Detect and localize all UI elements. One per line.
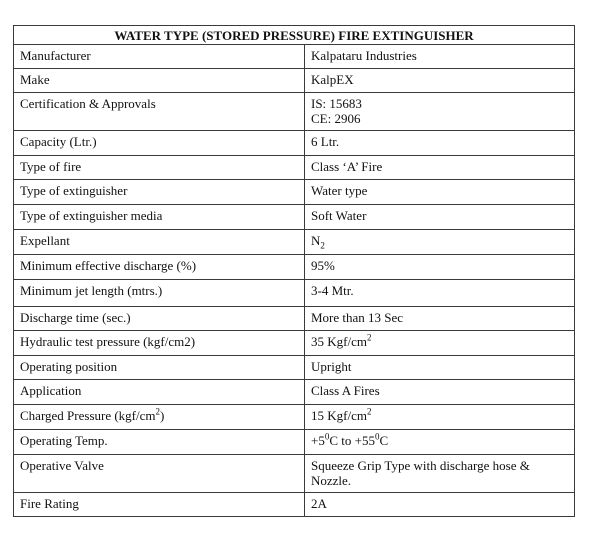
row-label-operative-valve: Operative Valve bbox=[14, 455, 305, 493]
table-row bbox=[14, 307, 575, 331]
cert-is: IS: 15683 bbox=[311, 96, 362, 111]
table-row bbox=[14, 280, 575, 307]
row-value-make: KalpEX bbox=[305, 69, 575, 93]
row-value-media: Soft Water bbox=[305, 205, 575, 230]
temp-high-degree: 0 bbox=[374, 431, 380, 442]
table-row bbox=[14, 45, 575, 69]
row-value-certification bbox=[305, 93, 575, 131]
row-label-operating-temp: Operating Temp. bbox=[14, 430, 305, 455]
row-label-jet-length: Minimum jet length (mtrs.) bbox=[14, 280, 305, 307]
row-label-manufacturer: Manufacturer bbox=[14, 45, 305, 69]
row-value-manufacturer: Kalpataru Industries bbox=[305, 45, 575, 69]
row-label-make: Make bbox=[14, 69, 305, 93]
row-value-jet-length: 3-4 Mtr. bbox=[305, 280, 575, 307]
row-value-operative-valve bbox=[305, 455, 575, 493]
table-row bbox=[14, 493, 575, 517]
table-row bbox=[14, 255, 575, 280]
table-row bbox=[14, 356, 575, 380]
row-label-operating-position: Operating position bbox=[14, 356, 305, 380]
row-label-fire-rating: Fire Rating bbox=[14, 493, 305, 517]
charged-label: Charged Pressure (kgf/cm bbox=[20, 408, 156, 423]
row-value-expellant bbox=[305, 230, 575, 255]
row-label-capacity: Capacity (Ltr.) bbox=[14, 131, 305, 156]
table-row bbox=[14, 331, 575, 356]
hydraulic-value: 35 Kgf/cm bbox=[311, 334, 367, 349]
row-value-min-discharge: 95% bbox=[305, 255, 575, 280]
spec-table bbox=[13, 25, 575, 517]
spec-sheet bbox=[13, 25, 574, 517]
row-value-type-of-extinguisher: Water type bbox=[305, 180, 575, 205]
row-label-type-of-fire: Type of fire bbox=[14, 156, 305, 180]
title-row bbox=[14, 26, 575, 45]
table-title: WATER TYPE (STORED PRESSURE) FIRE EXTINGUISHER bbox=[14, 26, 575, 45]
row-value-hydraulic-pressure bbox=[305, 331, 575, 356]
temp-low: +5 bbox=[311, 433, 325, 448]
row-label-type-of-extinguisher: Type of extinguisher bbox=[14, 180, 305, 205]
cert-ce: CE: 2906 bbox=[311, 111, 361, 126]
table-row bbox=[14, 93, 575, 131]
temp-low-degree: 0 bbox=[324, 431, 330, 442]
table-row bbox=[14, 455, 575, 493]
table-row bbox=[14, 131, 575, 156]
row-label-charged-pressure bbox=[14, 405, 305, 430]
row-value-charged-pressure bbox=[305, 405, 575, 430]
row-value-discharge-time: More than 13 Sec bbox=[305, 307, 575, 331]
table-row bbox=[14, 69, 575, 93]
valve-line-1: Squeeze Grip Type with discharge hose & bbox=[311, 458, 530, 473]
table-row bbox=[14, 405, 575, 430]
table-row bbox=[14, 156, 575, 180]
table-row bbox=[14, 230, 575, 255]
row-label-application: Application bbox=[14, 380, 305, 405]
row-value-fire-rating: 2A bbox=[305, 493, 575, 517]
charged-label-superscript: 2 bbox=[155, 406, 161, 417]
charged-label-tail: ) bbox=[160, 408, 165, 423]
row-value-type-of-fire: Class ‘A’ Fire bbox=[305, 156, 575, 180]
temp-high: C to +55 bbox=[329, 433, 375, 448]
row-value-application: Class A Fires bbox=[305, 380, 575, 405]
row-label-min-discharge: Minimum effective discharge (%) bbox=[14, 255, 305, 280]
charged-value: 15 Kgf/cm bbox=[311, 408, 367, 423]
row-label-expellant: Expellant bbox=[14, 230, 305, 255]
row-label-discharge-time: Discharge time (sec.) bbox=[14, 307, 305, 331]
row-value-capacity: 6 Ltr. bbox=[305, 131, 575, 156]
expellant-symbol: N bbox=[311, 233, 321, 248]
table-row bbox=[14, 180, 575, 205]
row-label-hydraulic-pressure: Hydraulic test pressure (kgf/cm2) bbox=[14, 331, 305, 356]
valve-line-2: Nozzle. bbox=[311, 473, 352, 488]
row-label-media: Type of extinguisher media bbox=[14, 205, 305, 230]
charged-value-superscript: 2 bbox=[366, 406, 372, 417]
temp-unit: C bbox=[379, 433, 389, 448]
row-value-operating-position: Upright bbox=[305, 356, 575, 380]
table-row bbox=[14, 380, 575, 405]
hydraulic-superscript: 2 bbox=[366, 332, 372, 343]
row-label-certification: Certification & Approvals bbox=[14, 93, 305, 131]
expellant-subscript: 2 bbox=[320, 240, 325, 251]
table-row bbox=[14, 205, 575, 230]
row-value-operating-temp bbox=[305, 430, 575, 455]
table-row bbox=[14, 430, 575, 455]
